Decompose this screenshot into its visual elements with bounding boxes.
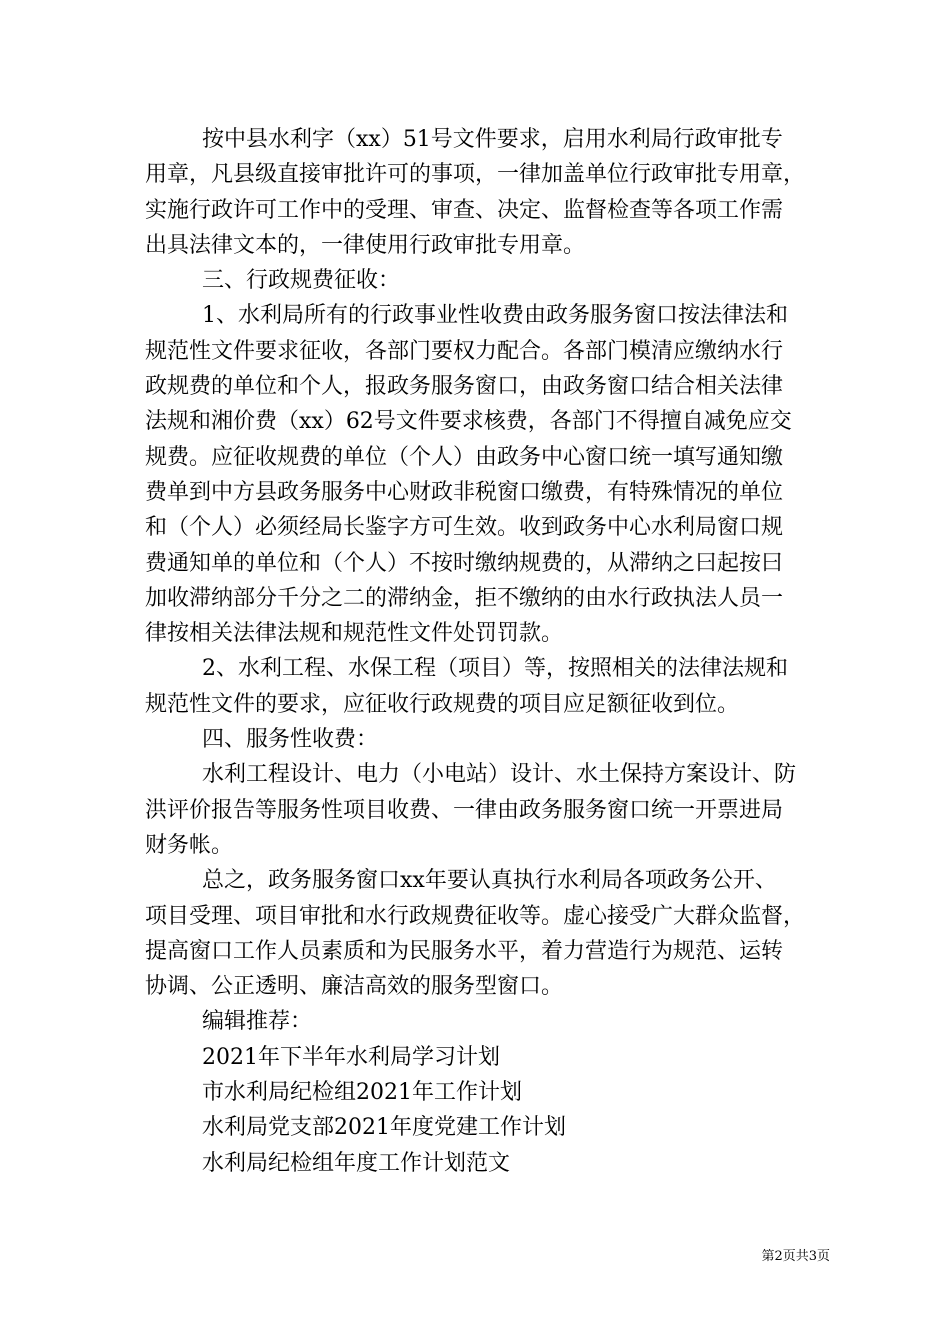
recommended-link[interactable]: 水利局党支部2021年度党建工作计划 xyxy=(202,1115,566,1141)
section-heading-fees: 三、行政规费征收： xyxy=(202,268,401,294)
document-body xyxy=(145,122,825,1181)
text-line: 法规和湘价费（xx）62号文件要求核费，各部门不得擅自减免应交 xyxy=(145,409,792,435)
text-line: 规范性文件的要求，应征收行政规费的项目应足额征收到位。 xyxy=(145,691,740,717)
text-line: 律按相关法律法规和规范性文件处罚罚款。 xyxy=(145,621,564,647)
recommended-link[interactable]: 水利局纪检组年度工作计划范文 xyxy=(202,1150,511,1176)
text-line: 提高窗口工作人员素质和为民服务水平，着力营造行为规范、运转 xyxy=(145,938,784,964)
text-line: 财务帐。 xyxy=(145,832,234,858)
text-line: 用章，凡县级直接审批许可的事项，一律加盖单位行政审批专用章， xyxy=(145,162,806,188)
paragraph-summary xyxy=(145,863,825,1004)
text-line: 和（个人）必须经局长鉴字方可生效。收到政务中心水利局窗口规 xyxy=(145,515,784,541)
text-line: 出具法律文本的，一律使用行政审批专用章。 xyxy=(145,232,586,258)
text-line: 费通知单的单位和（个人）不按时缴纳规费的，从滞纳之曰起按曰 xyxy=(145,550,784,576)
text-line: 规费。应征收规费的单位（个人）由政务中心窗口统一填写通知缴 xyxy=(145,444,784,470)
text-line: 费单到中方县政务服务中心财政非税窗口缴费，有特殊情况的单位 xyxy=(145,479,784,505)
text-line: 1、水利局所有的行政事业性收费由政务服务窗口按法律法和 xyxy=(202,303,788,329)
text-line: 规范性文件要求征收，各部门要权力配合。各部门模清应缴纳水行 xyxy=(145,338,784,364)
page-indicator: 第2页共3页 xyxy=(761,1249,830,1264)
recommend-label: 编辑推荐： xyxy=(202,1009,313,1035)
recommended-links-list xyxy=(145,1040,825,1181)
text-line: 洪评价报告等服务性项目收费、一律由政务服务窗口统一开票进局 xyxy=(145,797,784,823)
recommended-link[interactable]: 2021年下半年水利局学习计划 xyxy=(202,1044,500,1070)
section-heading-service-fees: 四、服务性收费： xyxy=(202,727,379,753)
text-line: 2、水利工程、水保工程（项目）等，按照相关的法律法规和 xyxy=(202,656,788,682)
paragraph-fee-item-2 xyxy=(145,651,825,722)
text-line: 加收滞纳部分千分之二的滞纳金，拒不缴纳的由水行政执法人员一 xyxy=(145,585,784,611)
paragraph-seal-usage xyxy=(145,122,825,263)
text-line: 按中县水利字（xx）51号文件要求，启用水利局行政审批专 xyxy=(202,127,783,152)
text-line: 政规费的单位和个人，报政务服务窗口，由政务窗口结合相关法律 xyxy=(145,374,784,400)
text-line: 水利工程设计、电力（小电站）设计、水土保持方案设计、防 xyxy=(202,762,797,788)
text-line: 项目受理、项目审批和水行政规费征收等。虚心接受广大群众监督， xyxy=(145,903,806,929)
recommended-link[interactable]: 市水利局纪检组2021年工作计划 xyxy=(202,1080,522,1106)
text-line: 总之，政务服务窗口xx年要认真执行水利局各项政务公开、 xyxy=(202,868,777,894)
paragraph-fee-item-1 xyxy=(145,298,825,651)
paragraph-service-fees xyxy=(145,757,825,863)
text-line: 协调、公正透明、廉洁高效的服务型窗口。 xyxy=(145,974,564,1000)
text-line: 实施行政许可工作中的受理、审查、决定、监督检查等各项工作需 xyxy=(145,197,784,223)
